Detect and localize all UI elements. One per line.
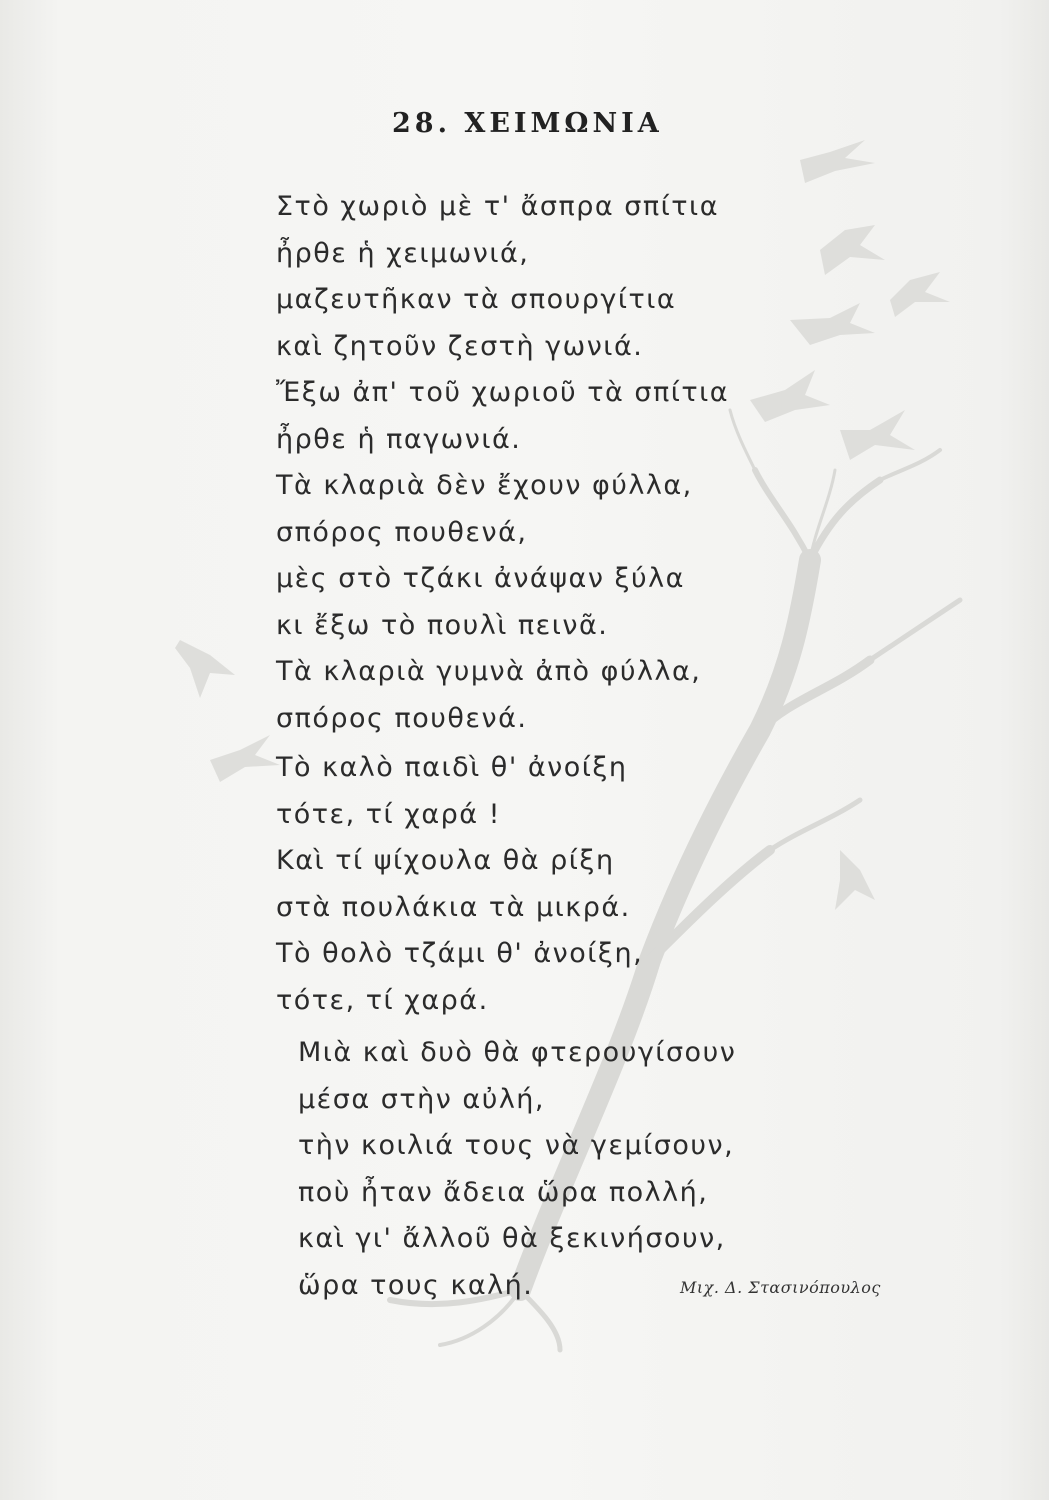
verse-line: τότε, τί χαρά. <box>276 984 489 1016</box>
bird-icon <box>840 410 915 460</box>
verse-line: μέσα στὴν αὐλή, <box>298 1083 546 1115</box>
verse-line: ποὺ ἦταν ἄδεια ὥρα πολλή, <box>298 1176 709 1208</box>
verse-line: Τὸ θολὸ τζάμι θ' ἀνοίξη, <box>276 938 644 969</box>
bird-icon <box>800 140 875 183</box>
verse-line: Καὶ τί ψίχουλα θὰ ρίξη <box>276 845 615 876</box>
verse-line: στὰ πουλάκια τὰ μικρά. <box>276 891 631 923</box>
bird-icon <box>790 303 875 345</box>
verse-line: σπόρος πουθενά, <box>276 516 528 548</box>
verse-line: Μιὰ καὶ δυὸ θὰ φτερουγίσουν <box>298 1037 737 1068</box>
verse-line: μαζευτῆκαν τὰ σπουργίτια <box>276 284 677 315</box>
author-attribution: Μιχ. Δ. Στασινόπουλος <box>680 1278 881 1297</box>
stanza <box>276 463 701 742</box>
stanza <box>298 1030 736 1309</box>
bird-icon <box>890 272 950 317</box>
verse-line: ἦρθε ἡ παγωνιά. <box>276 423 522 455</box>
verse-line: σπόρος πουθενά. <box>276 702 528 734</box>
verse-line: καὶ ζητοῦν ζεστὴ γωνιά. <box>276 330 644 362</box>
poem-title: 28. ΧΕΙΜΩΝΙΑ <box>392 108 663 139</box>
verse-line: μὲς στὸ τζάκι ἀνάψαν ξύλα <box>276 563 685 594</box>
bird-icon <box>750 370 830 422</box>
verse-line: τὴν κοιλιά τους νὰ γεμίσουν, <box>298 1130 735 1161</box>
bird-icon <box>820 225 885 275</box>
verse-line: Τὸ καλὸ παιδὶ θ' ἀνοίξη <box>276 752 628 783</box>
verse-line: ἦρθε ἡ χειμωνιά, <box>276 237 530 269</box>
stanza <box>276 745 643 1024</box>
bird-icon <box>210 735 280 782</box>
verse-line: Στὸ χωριὸ μὲ τ' ἄσπρα σπίτια <box>276 191 719 222</box>
bird-icon <box>175 640 235 698</box>
verse-line: Ἔξω ἀπ' τοῦ χωριοῦ τὰ σπίτια <box>276 377 730 408</box>
verse-line: ὥρα τους καλή. <box>298 1269 534 1301</box>
verse-line: τότε, τί χαρά ! <box>276 798 501 830</box>
verse-line: Τὰ κλαριὰ δὲν ἔχουν φύλλα, <box>276 470 693 501</box>
verse-line: καὶ γι' ἄλλοῦ θὰ ξεκινήσουν, <box>298 1223 726 1254</box>
verse-line: Τὰ κλαριὰ γυμνὰ ἀπὸ φύλλα, <box>276 656 702 687</box>
bird-icon <box>835 850 875 910</box>
verse-line: κι ἔξω τὸ πουλὶ πεινᾶ. <box>276 609 609 641</box>
stanza <box>276 184 729 463</box>
